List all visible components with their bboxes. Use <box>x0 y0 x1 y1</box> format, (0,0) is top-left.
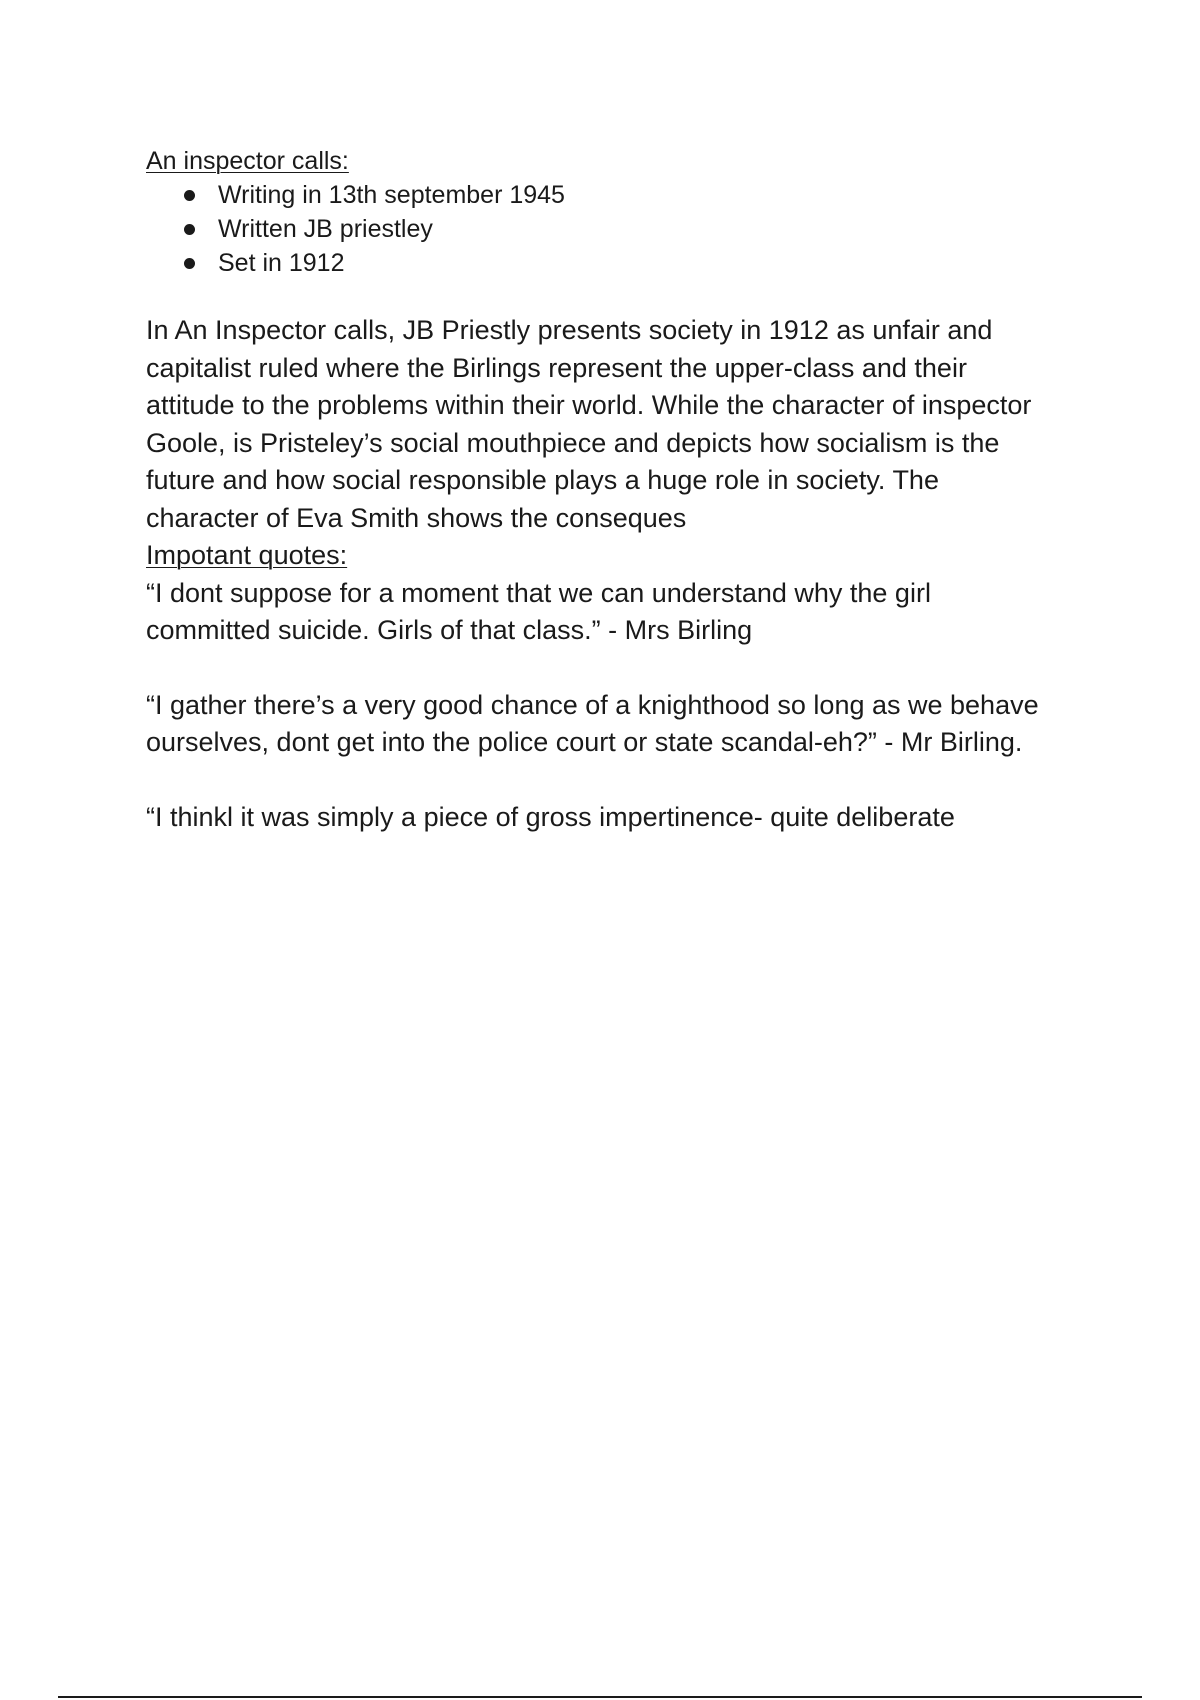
page-bottom-rule <box>58 1696 1142 1698</box>
bullet-icon <box>184 224 195 235</box>
bullet-item <box>184 246 1046 280</box>
spacer <box>146 762 1046 799</box>
document-title: An inspector calls: <box>146 147 349 175</box>
bullet-icon <box>184 190 195 201</box>
bullet-item <box>184 178 1046 212</box>
quote-mrs-birling: “I dont suppose for a moment that we can understand why the girl committed suicide. Girls of that class.” - Mrs Birling <box>146 577 931 645</box>
quote-impertinence: “I thinkl it was simply a piece of gross impertinence- quite deliberate <box>146 801 955 832</box>
bullet-icon <box>184 258 195 269</box>
spacer <box>146 650 1046 687</box>
document-body <box>146 144 1046 836</box>
bullet-text: Writing in 13th september 1945 <box>218 181 565 209</box>
spacer <box>146 280 1046 312</box>
intro-paragraph: In An Inspector calls, JB Priestly presents society in 1912 as unfair and capitalist ruled where the Birlings represent the upper-class and their attitude to the problems within their world. While the character of inspector Goole, is Pristeley’s social mouthpiece and depicts how socialism is the future and how social responsible plays a huge role in society. The character of Eva Smith shows the conseques <box>146 315 1032 533</box>
quotes-heading: Impotant quotes: <box>146 540 348 570</box>
bullet-text: Written JB priestley <box>218 215 433 243</box>
quote-mr-birling: “I gather there’s a very good chance of a knighthood so long as we behave ourselves, dont get into the police court or state scandal-eh?” - Mr Birling. <box>146 689 1039 757</box>
bullet-list <box>146 178 1046 280</box>
bullet-text: Set in 1912 <box>218 249 345 277</box>
bullet-item <box>184 212 1046 246</box>
